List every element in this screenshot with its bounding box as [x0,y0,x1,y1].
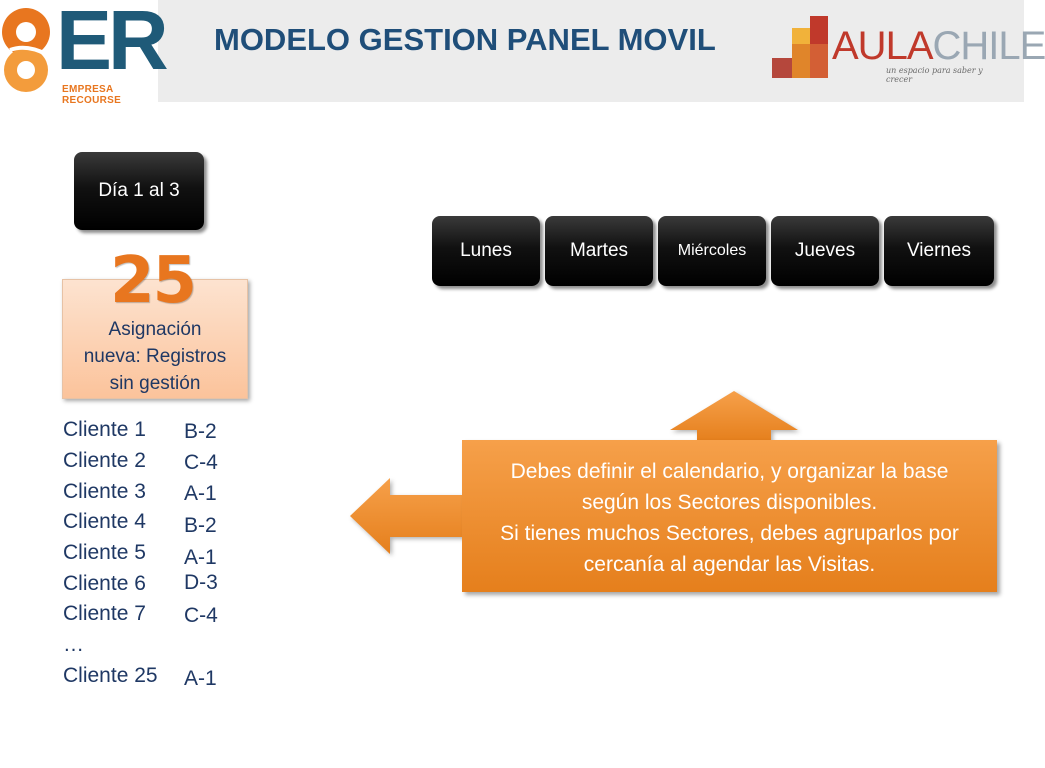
client-name: Cliente 25 [63,664,158,687]
client-name: Cliente 1 [63,418,146,441]
day-jueves[interactable]: Jueves [771,216,879,286]
assignment-count: 25 [110,244,196,318]
day-miercoles[interactable]: Miércoles [658,216,766,286]
client-name: Cliente 7 [63,602,146,625]
instruction-line-2: según los Sectores disponibles. [581,491,878,514]
day-lunes[interactable]: Lunes [432,216,540,286]
client-sector: D-3 [184,571,218,594]
dia-range-box: Día 1 al 3 [74,152,204,230]
client-sector: A-1 [184,482,217,505]
client-sector: B-2 [184,514,217,537]
aulachile-tagline: un espacio para saber y crecer [886,66,983,84]
instruction-line-4: cercanía al agendar las Visitas. [583,553,876,576]
client-name: Cliente 5 [63,541,146,564]
client-sector: A-1 [184,667,217,690]
assignment-label: Asignación nueva: Registros sin gestión [83,319,227,394]
logo-er-subtitle: EMPRESA RECOURSE [62,84,122,106]
page-title: MODELO GESTION PANEL MOVIL [214,22,716,57]
up-arrow-icon [670,391,798,442]
client-name: Cliente 6 [63,572,146,595]
client-name: Cliente 2 [63,449,146,472]
client-sector: A-1 [184,546,217,569]
client-sector: B-2 [184,420,217,443]
day-viernes[interactable]: Viernes [884,216,994,286]
instruction-text [462,456,997,580]
client-sector: C-4 [184,451,218,474]
instruction-box [462,440,997,592]
client-name: Cliente 3 [63,480,146,503]
client-name: … [63,633,84,656]
client-name: Cliente 4 [63,510,146,533]
instruction-line-1: Debes definir el calendario, y organizar la base [510,460,949,483]
logo-er-letters: ER [56,0,165,87]
client-sector: C-4 [184,604,218,627]
left-arrow-icon [350,478,464,554]
day-martes[interactable]: Martes [545,216,653,286]
aula-word: AULA [832,24,933,68]
instruction-line-3: Si tienes muchos Sectores, debes agruparlos por [500,522,959,545]
chile-word: CHILE [932,24,1045,68]
